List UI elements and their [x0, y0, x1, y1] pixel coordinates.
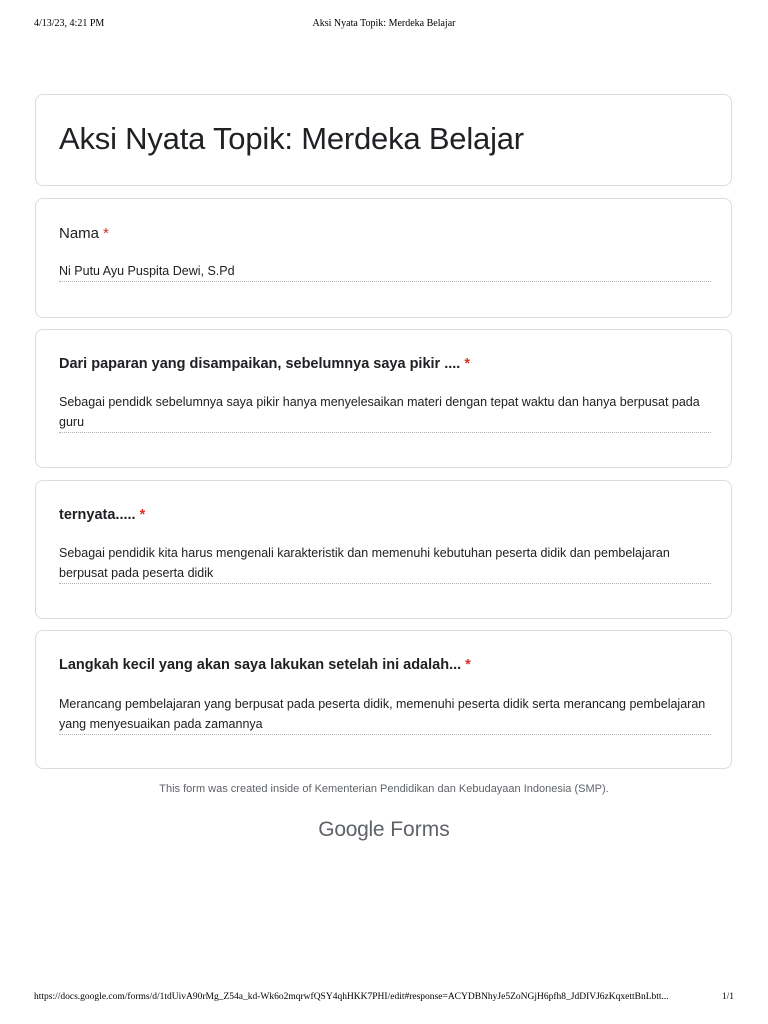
question-label-text: ternyata..... [59, 507, 136, 523]
forms-wordmark: Forms [390, 818, 450, 841]
question-label-text: Nama [59, 225, 100, 242]
question-label-text: Dari paparan yang disampaikan, sebelumnya saya pikir .... [59, 356, 461, 372]
print-footer [34, 992, 734, 1006]
answer-text: Merancang pembelajaran yang berpusat pada peserta didik, memenuhi peserta didik serta merancang pembelajaran yang menyesuaikan pada zamannya [59, 694, 711, 735]
answer-text: Sebagai pendidik kita harus mengenali karakteristik dan memenuhi kebutuhan peserta didik dan pembelajaran berpusat pada peserta didik [59, 543, 711, 584]
form-origin-note: This form was created inside of Kementerian Pendidikan dan Kebudayaan Indonesia (SMP). [159, 783, 609, 795]
question-label-text: Langkah kecil yang akan saya lakukan setelah ini adalah... [59, 657, 462, 673]
google-forms-logo [0, 818, 768, 842]
question-card-sebelumnya [35, 329, 732, 468]
print-url: https://docs.google.com/forms/d/1tdUivA90rMg_Z54a_kd-Wk6o2mqrwfQSY4qhHKK7PHI/edit#response=ACYDBNhyJe5ZoNGjH6pfh8_JdDIVJ6zKqxettBnLbtt... [34, 992, 669, 1002]
question-label [59, 225, 109, 242]
required-asterisk: * [103, 225, 109, 242]
form-title: Aksi Nyata Topik: Merdeka Belajar [59, 121, 524, 156]
required-asterisk: * [139, 507, 146, 523]
print-header [34, 18, 734, 32]
print-title: Aksi Nyata Topik: Merdeka Belajar [312, 18, 456, 29]
answer-text: Sebagai pendidk sebelumnya saya pikir hanya menyelesaikan materi dengan tepat waktu dan hanya berpusat pada guru [59, 392, 711, 433]
form-title-card [35, 94, 732, 186]
google-wordmark: Google [318, 818, 385, 841]
question-card-nama [35, 198, 732, 318]
answer-text: Ni Putu Ayu Puspita Dewi, S.Pd [59, 261, 711, 282]
question-label [59, 507, 145, 523]
question-card-ternyata [35, 480, 732, 619]
question-label [59, 356, 470, 372]
question-card-langkah [35, 630, 732, 769]
required-asterisk: * [464, 356, 470, 372]
question-label [59, 657, 471, 673]
print-datetime: 4/13/23, 4:21 PM [34, 18, 105, 29]
required-asterisk: * [465, 657, 471, 673]
page-number: 1/1 [721, 992, 734, 1002]
